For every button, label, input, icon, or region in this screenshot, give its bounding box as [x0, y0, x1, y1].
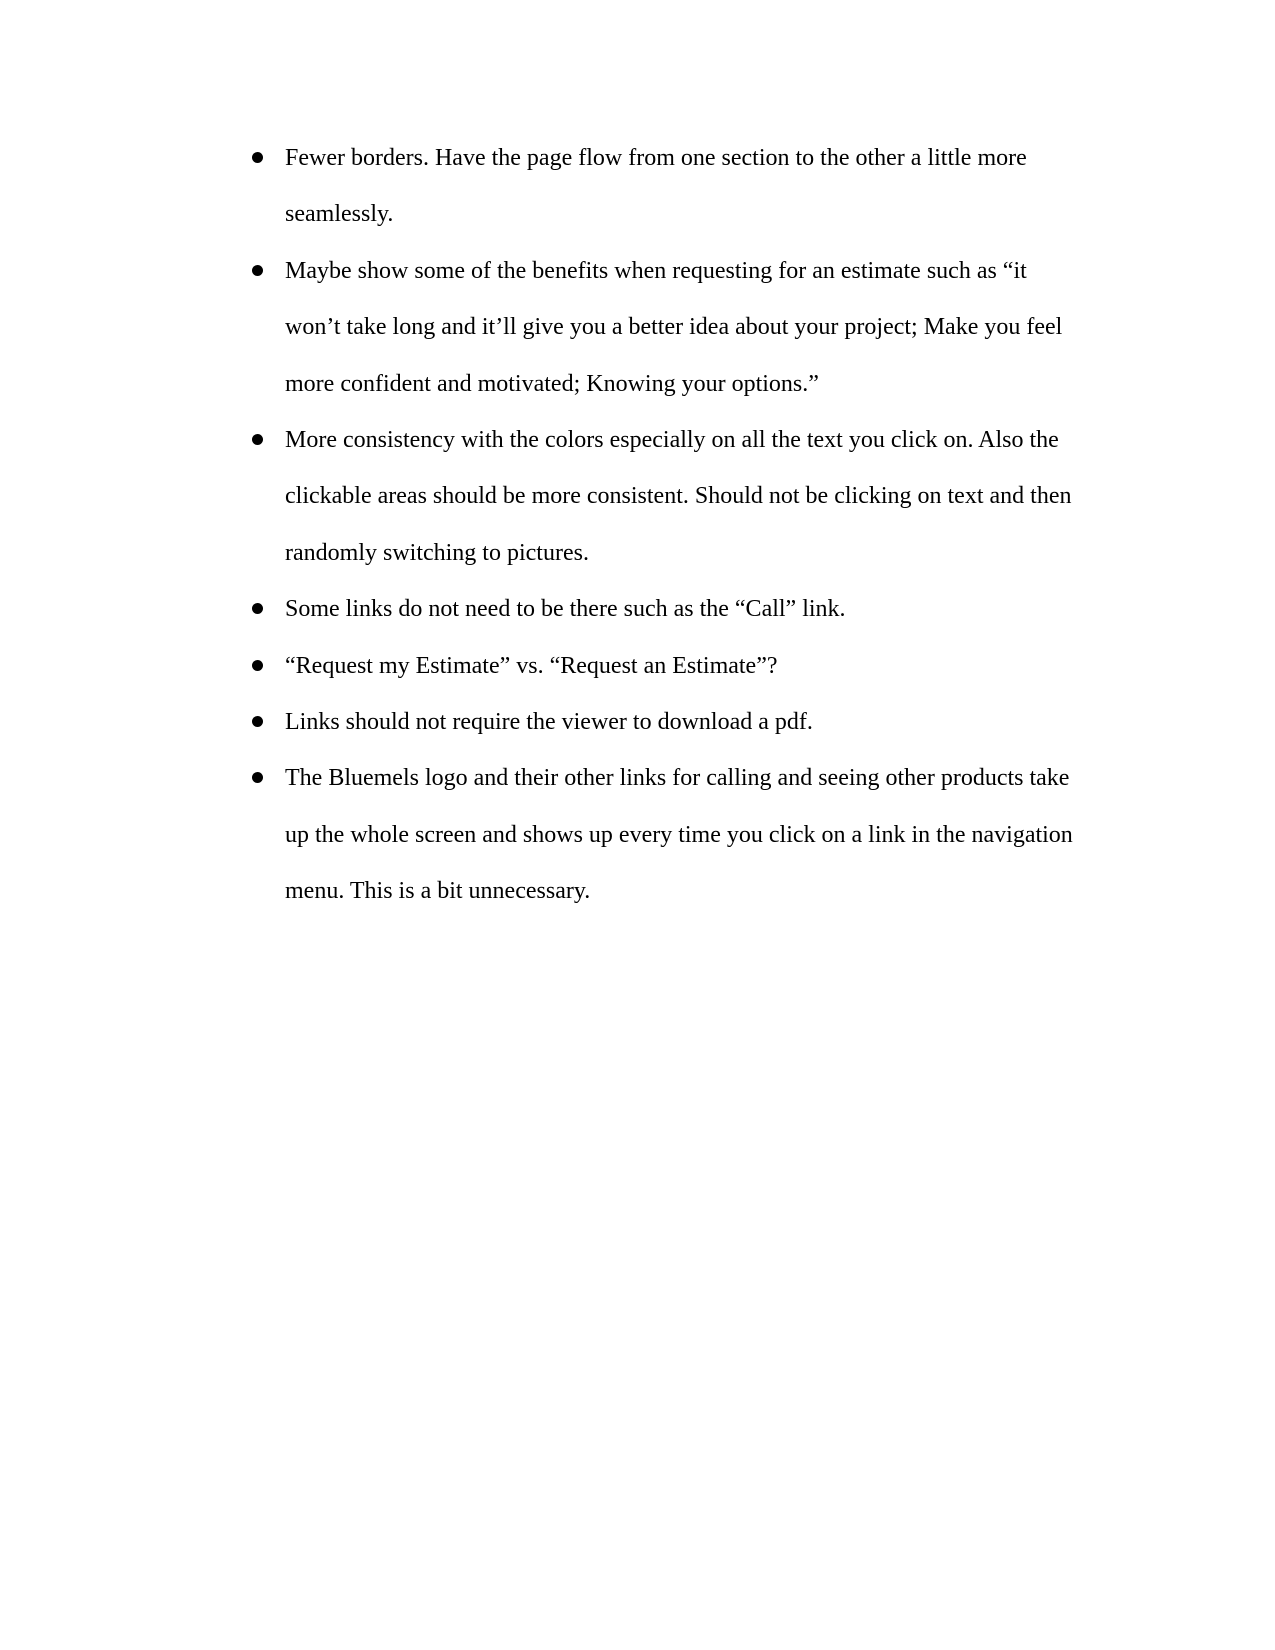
- list-item-text: “Request my Estimate” vs. “Request an Estimate”?: [285, 652, 778, 679]
- list-item: [250, 130, 1090, 243]
- list-item-text: up the whole screen and shows up every time you click on a link in the navigation: [285, 821, 1073, 848]
- bullet-icon: [252, 152, 263, 163]
- list-item-text: Some links do not need to be there such as the “Call” link.: [285, 596, 846, 623]
- bullet-icon: [252, 603, 263, 614]
- list-item: [250, 750, 1090, 919]
- list-item-text: more confident and motivated; Knowing your options.”: [285, 370, 819, 397]
- list-item-text: clickable areas should be more consistent. Should not be clicking on text and then: [285, 483, 1072, 510]
- bullet-icon: [252, 434, 263, 445]
- list-item-text: seamlessly.: [285, 201, 394, 228]
- list-item: [250, 694, 1090, 750]
- list-item-text: randomly switching to pictures.: [285, 539, 589, 566]
- bullet-icon: [252, 716, 263, 727]
- bullet-icon: [252, 772, 263, 783]
- list-item-text: Fewer borders. Have the page flow from one section to the other a little more: [285, 145, 1027, 171]
- list-item-text: menu. This is a bit unnecessary.: [285, 878, 591, 905]
- bullet-list: [250, 130, 1090, 919]
- list-item-text: Maybe show some of the benefits when requesting for an estimate such as “it: [285, 257, 1027, 284]
- list-item: [250, 581, 1090, 637]
- list-item-text: won’t take long and it’ll give you a better idea about your project; Make you feel: [285, 314, 1063, 341]
- list-item-text: Links should not require the viewer to download a pdf.: [285, 708, 813, 735]
- list-item-text: More consistency with the colors especially on all the text you click on. Also the: [285, 426, 1059, 453]
- bullet-icon: [252, 265, 263, 276]
- list-item: [250, 243, 1090, 412]
- list-item-text: The Bluemels logo and their other links for calling and seeing other products take: [285, 765, 1070, 792]
- list-item: [250, 638, 1090, 694]
- bullet-icon: [252, 660, 263, 671]
- list-item: [250, 412, 1090, 581]
